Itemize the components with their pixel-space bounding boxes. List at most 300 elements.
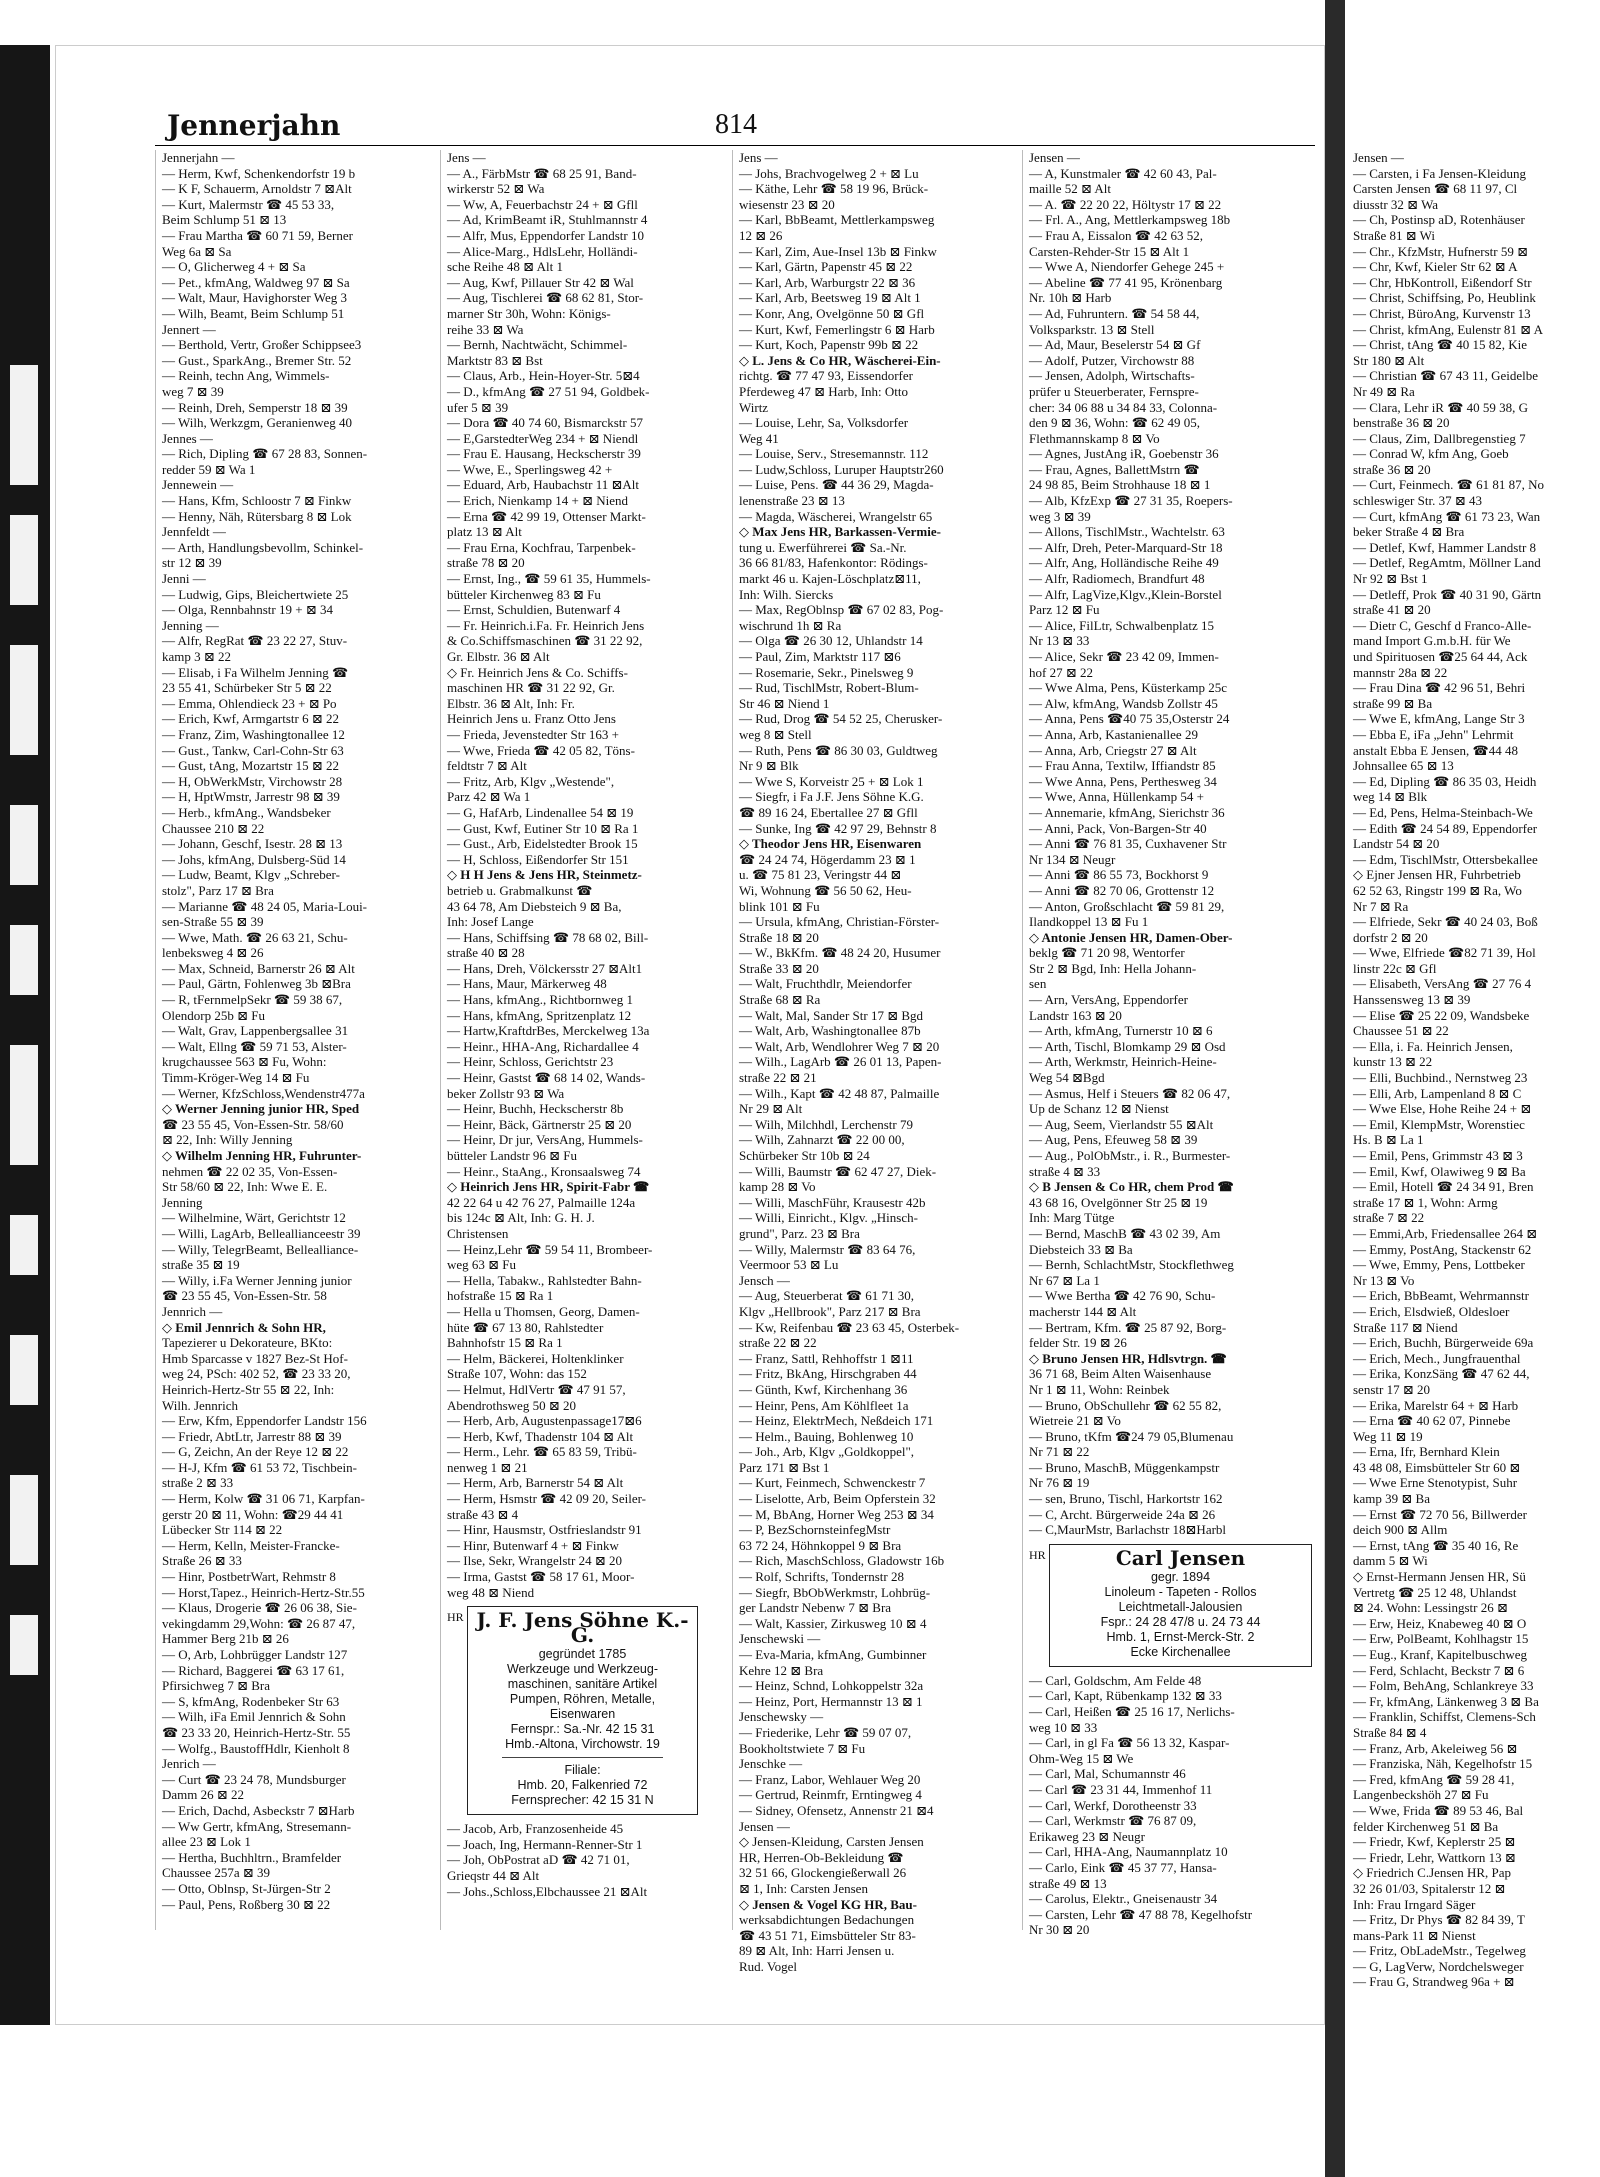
directory-entry: Nr 67 ⊠ La 1 <box>1029 1272 1100 1288</box>
directory-entry: ☎ 24 24 74, Högerdamm 23 ⊠ 1 <box>739 851 916 867</box>
advertisement-line: Pumpen, Röhren, Metalle, <box>509 1692 656 1707</box>
directory-entry: — Carl, Werkf, Dorotheenstr 33 <box>1029 1797 1197 1813</box>
directory-entry: — Emma, Ohlendieck 23 + ⊠ Po <box>162 695 337 711</box>
directory-entry: Marktstr 83 ⊠ Bst <box>447 352 543 368</box>
directory-entry: Rud. Vogel <box>739 1958 798 1974</box>
directory-entry: Inh: Frau Irngard Säger <box>1353 1896 1476 1912</box>
directory-entry: — H, HptWmstr, Jarrestr 98 ⊠ 39 <box>162 789 340 805</box>
directory-entry: — C,MaurMstr, Barlachstr 18⊠Harbl <box>1029 1522 1227 1538</box>
directory-entry: — Anna, Arb, Kastanienallee 29 <box>1029 726 1198 742</box>
directory-entry: — Irma, Gastst ☎ 58 17 61, Moor- <box>447 1569 635 1585</box>
directory-entry: kamp 28 ⊠ Vo <box>739 1179 816 1195</box>
directory-entry: — Arth, Handlungsbevollm, Schinkel- <box>162 539 364 555</box>
directory-entry: Nr 92 ⊠ Bst 1 <box>1353 571 1428 587</box>
advertisement-line: Fernsprecher: 42 15 31 N <box>511 1793 654 1808</box>
directory-entry: Wi, Wohnung ☎ 56 50 62, Heu- <box>739 882 912 898</box>
next-page-partial <box>1345 45 1600 2025</box>
directory-entry: — Edm, TischlMstr, Ottersbekallee <box>1353 851 1538 867</box>
directory-entry: — Heinr, Schloss, Gerichtstr 23 <box>447 1054 614 1070</box>
directory-entry: — C, Archt. Bürgerweide 24a ⊠ 26 <box>1029 1506 1216 1522</box>
directory-entry: ◇ Antonie Jensen HR, Damen-Ober- <box>1029 929 1233 945</box>
directory-entry: — Ferd, Schlacht, Beckstr 7 ⊠ 6 <box>1353 1662 1525 1678</box>
directory-entry: Nr 1 ⊠ 11, Wohn: Reinbek <box>1029 1381 1170 1397</box>
directory-entry: — Ad, Maur, Beselerstr 54 ⊠ Gf <box>1029 337 1201 353</box>
directory-entry: Inh: Wilh. Siercks <box>739 586 834 602</box>
directory-entry: — Emil, Hotell ☎ 24 34 91, Bren <box>1353 1179 1534 1195</box>
directory-entry: ◇ Werner Jenning junior HR, Sped <box>162 1101 360 1117</box>
directory-entry: — P, BezSchornsteinfegMstr <box>739 1522 891 1538</box>
directory-entry: — Franz, Sattl, Rehhoffstr 1 ⊠11 <box>739 1350 914 1366</box>
directory-entry: Jennrich — <box>162 1303 223 1319</box>
directory-entry: Klgv „Hellbrook", Parz 217 ⊠ Bra <box>739 1303 921 1319</box>
directory-entry: — Helm., Bauing, Bohlenweg 10 <box>739 1428 914 1444</box>
directory-entry: Straße 81 ⊠ Wi <box>1353 227 1435 243</box>
directory-entry: — Ad, KrimBeamt iR, Stuhlmannstr 4 <box>447 212 648 228</box>
directory-entry: — A. ☎ 22 20 22, Höltystr 17 ⊠ 22 <box>1029 196 1222 212</box>
directory-entry: straße 78 ⊠ 20 <box>447 555 525 571</box>
directory-entry: — Frau Martha ☎ 60 71 59, Berner <box>162 227 353 243</box>
directory-entry: — G, LagVerw, Nordchelsweger <box>1353 1958 1524 1974</box>
directory-entry: — Willy, Malermstr ☎ 83 64 76, <box>739 1241 916 1257</box>
directory-entry: — Ad, Fuhruntern. ☎ 54 58 44, <box>1029 305 1200 321</box>
directory-entry: — Carl, Heißen ☎ 25 16 17, Nerlichs- <box>1029 1704 1235 1720</box>
directory-entry: — H, ObWerkMstr, Virchowstr 28 <box>162 773 343 789</box>
directory-entry: nehmen ☎ 22 02 35, Von-Essen- <box>162 1163 338 1179</box>
directory-entry: Up de Schanz 12 ⊠ Nienst <box>1029 1101 1169 1117</box>
directory-entry: — Anni ☎ 86 55 73, Bockhorst 9 <box>1029 867 1209 883</box>
directory-entry: — Horst,Tapez., Heinrich-Hertz-Str.55 <box>162 1584 365 1600</box>
directory-entry: — Paul, Zim, Marktstr 117 ⊠6 <box>739 649 901 664</box>
directory-entry: — Arn, VersAng, Eppendorfer <box>1029 992 1188 1008</box>
directory-entry: beklg ☎ 71 20 98, Wentorfer <box>1029 945 1185 961</box>
directory-entry: mans-Park 11 ⊠ Nienst <box>1353 1927 1476 1943</box>
page-gutter <box>1325 0 1345 2177</box>
directory-entry: — K F, Schauerm, Arnoldstr 7 ⊠Alt <box>162 181 352 197</box>
directory-entry: — Gust, tAng, Mozartstr 15 ⊠ 22 <box>162 758 339 774</box>
directory-entry: — Wwe, Elfriede ☎82 71 39, Hol <box>1353 945 1536 961</box>
directory-entry: — Wilh., Kapt ☎ 42 48 87, Palmaille <box>739 1085 940 1101</box>
directory-entry: — Karl, BbBeamt, Mettlerkampsweg <box>739 212 935 228</box>
directory-entry: Pfirsichweg 7 ⊠ Bra <box>162 1678 271 1694</box>
directory-entry: — Friedr, Kwf, Keplerstr 25 ⊠ <box>1353 1834 1516 1850</box>
directory-entry: — Wwe E, kfmAng, Lange Str 3 <box>1353 711 1525 727</box>
directory-entry: — Wwe Else, Hohe Reihe 24 + ⊠ <box>1353 1101 1532 1117</box>
directory-entry: — Erich, Elsdwieß, Oldesloer <box>1353 1303 1510 1319</box>
directory-entry: — Emil, Pens, Grimmstr 43 ⊠ 3 <box>1353 1148 1523 1163</box>
directory-entry: — Reinh, techn Ang, Wimmels- <box>162 368 330 384</box>
directory-entry: — Frau Erna, Kochfrau, Tarpenbek- <box>447 539 636 555</box>
directory-entry: sen-Straße 55 ⊠ 39 <box>162 914 264 930</box>
directory-entry: — Ww, A, Feuerbachstr 24 + ⊠ Gfll <box>447 196 638 212</box>
directory-entry: — Franklin, Schiffst, Clemens-Sch <box>1353 1709 1536 1725</box>
directory-entry: — Wwe Anna, Pens, Perthesweg 34 <box>1029 773 1217 789</box>
directory-entry: — Erna ☎ 40 62 07, Pinnebe <box>1353 1413 1511 1429</box>
directory-entry: — Ruth, Pens ☎ 86 30 03, Guldtweg <box>739 742 938 758</box>
directory-entry: — Wwe, Emmy, Pens, Lottbeker <box>1353 1257 1525 1273</box>
directory-entry: — Rich, Dipling ☎ 67 28 83, Sonnen- <box>162 446 368 462</box>
directory-entry: senstr 17 ⊠ 20 <box>1353 1381 1430 1397</box>
advertisement-line: Leichtmetall-Jalousien <box>1118 1599 1243 1614</box>
directory-entry: maille 52 ⊠ Alt <box>1029 181 1112 197</box>
directory-entry: Straße 68 ⊠ Ra <box>739 992 821 1008</box>
directory-entry: — Erna ☎ 42 99 19, Ottenser Markt- <box>447 508 646 524</box>
directory-entry: — Konr, Ang, Ovelgönne 50 ⊠ Gfl <box>739 305 925 321</box>
directory-entry: weg 24, PSch: 402 52, ☎ 23 33 20, <box>162 1366 351 1382</box>
directory-entry: — Helm, Bäckerei, Holtenklinker <box>447 1350 624 1366</box>
directory-entry: — Aug, Seem, Vierlandstr 55 ⊠Alt <box>1029 1116 1214 1132</box>
directory-entry: Straße 33 ⊠ 20 <box>739 960 819 976</box>
directory-entry: gerstr 20 ⊠ 11, Wohn: ☎29 44 41 <box>162 1506 344 1522</box>
directory-entry: — Heinr, Pens, Am Köhlfleet 1a <box>739 1397 909 1413</box>
directory-entry: — Franziska, Näh, Kegelhofstr 15 <box>1353 1756 1533 1772</box>
hr-register-label: HR <box>1029 1547 1046 1562</box>
directory-entry: Ilandkoppel 13 ⊠ Fu 1 <box>1029 914 1149 930</box>
directory-entry: — Ernst, tAng ☎ 35 40 16, Re <box>1353 1537 1519 1553</box>
directory-entry: hüte ☎ 67 13 80, Rahlstedter <box>447 1319 604 1335</box>
directory-entry: grund", Parz. 23 ⊠ Bra <box>739 1225 860 1241</box>
advertisement-title: Carl Jensen <box>1115 1545 1246 1570</box>
directory-entry: — Paul, Pens, Roßberg 30 ⊠ 22 <box>162 1896 331 1912</box>
directory-entry: — Gust, Kwf, Eutiner Str 10 ⊠ Ra 1 <box>447 820 639 836</box>
directory-entry: weg 3 ⊠ 39 <box>1029 508 1091 524</box>
directory-entry: — Fritz, Dr Phys ☎ 82 84 39, T <box>1353 1912 1525 1928</box>
directory-entry: hof 27 ⊠ 22 <box>1029 664 1093 680</box>
directory-entry: — Arth, Werkmstr, Heinrich-Heine- <box>1029 1054 1217 1070</box>
directory-entry: — Max, Schneid, Barnerstr 26 ⊠ Alt <box>162 960 355 976</box>
directory-entry: — M, BbAng, Horner Weg 253 ⊠ 34 <box>739 1506 934 1522</box>
directory-entry: — Willy, TelegrBeamt, Bellealliance- <box>162 1241 359 1257</box>
directory-entry: Weg 11 ⊠ 19 <box>1353 1428 1423 1444</box>
directory-entry: — Claus, Zim, Dallbregenstieg 7 <box>1353 430 1526 446</box>
directory-entry: — H-J, Kfm ☎ 61 53 72, Tischbein- <box>162 1459 357 1475</box>
directory-entry: — Rich, MaschSchloss, Gladowstr 16b <box>739 1553 945 1569</box>
directory-entry: — Olga, Rennbahnstr 19 + ⊠ 34 <box>162 602 333 618</box>
directory-entry: ◇ Friedrich C.Jensen HR, Pap <box>1353 1865 1512 1881</box>
directory-entry: — Anni, Pack, Von-Bargen-Str 40 <box>1029 820 1207 836</box>
directory-entry: — Erw, PolBeamt, Kohlhagstr 15 <box>1353 1631 1529 1647</box>
directory-entry: Erikaweg 23 ⊠ Neugr <box>1029 1828 1145 1844</box>
directory-entry: Chaussee 257a ⊠ 39 <box>162 1865 271 1881</box>
directory-entry: Langenbeckshöh 27 ⊠ Fu <box>1353 1787 1489 1803</box>
directory-entry: — Magda, Wäscherei, Wrangelstr 65 <box>739 508 933 524</box>
book-spine <box>0 45 50 2025</box>
advertisement-branch-title: Filiale: <box>564 1763 601 1778</box>
directory-entry: — Werner, KfzSchloss,Wendenstr477a <box>162 1085 365 1101</box>
directory-entry: Christensen <box>447 1225 509 1241</box>
directory-entry: 43 68 16, Ovelgönner Str 25 ⊠ 19 <box>1029 1194 1208 1210</box>
directory-entry: — Chr., KfzMstr, Hufnerstr 59 ⊠ <box>1353 243 1529 259</box>
directory-entry: — Fr, kfmAng, Länkenweg 3 ⊠ Ba <box>1353 1693 1539 1709</box>
directory-entry: — Annemarie, kfmAng, Sierichstr 36 <box>1029 804 1225 820</box>
directory-entry: — Bruno, MaschB, Müggenkampstr <box>1029 1459 1220 1475</box>
directory-entry: — Willi, MaschFühr, Krausestr 42b <box>739 1194 926 1210</box>
directory-entry: straße 41 ⊠ 20 <box>1353 602 1431 618</box>
directory-entry: Nr 29 ⊠ Alt <box>739 1101 803 1117</box>
directory-entry: — Edith ☎ 24 54 89, Eppendorfer <box>1353 820 1538 836</box>
directory-entry: ◇ Ernst-Hermann Jensen HR, Sü <box>1353 1569 1526 1585</box>
advertisement-line: Werkzeuge und Werkzeug- <box>506 1662 658 1677</box>
directory-entry: — Käthe, Lehr ☎ 58 19 96, Brück- <box>739 181 929 197</box>
directory-entry: — Walt, Mal, Sander Str 17 ⊠ Bgd <box>739 1007 924 1023</box>
directory-entry: — Dora ☎ 40 74 60, Bismarckstr 57 <box>447 415 644 431</box>
directory-entry: Straße 117 ⊠ Niend <box>1353 1319 1458 1335</box>
directory-entry: — Carl, Kapt, Rübenkamp 132 ⊠ 33 <box>1029 1688 1222 1704</box>
directory-entry: — Christ, BüroAng, Kurvenstr 13 <box>1353 305 1531 321</box>
directory-entry: — Fritz, Arb, Klgv „Westende", <box>447 773 615 789</box>
directory-entry: Nr 134 ⊠ Neugr <box>1029 851 1116 867</box>
directory-entry: kamp 39 ⊠ Ba <box>1353 1491 1430 1507</box>
directory-entry: — Louise, Lehr, Sa, Volksdorfer <box>739 415 909 431</box>
directory-entry: — Wilh, Milchhdl, Lerchenstr 79 <box>739 1116 913 1132</box>
directory-entry: straße 36 ⊠ 20 <box>1353 461 1431 477</box>
directory-entry: — Hinr, Butenwarf 4 + ⊠ Finkw <box>447 1537 619 1553</box>
directory-entry: — Franz, Labor, Wehlauer Weg 20 <box>739 1771 921 1787</box>
directory-entry: — Heinr., HHA-Ang, Richardallee 4 <box>447 1038 639 1054</box>
directory-entry: — Ww Gertr, kfmAng, Stresemann- <box>162 1818 352 1834</box>
directory-entry: benstraße 36 ⊠ 20 <box>1353 415 1450 431</box>
column-4 <box>1022 150 1322 1938</box>
directory-entry: Nr 9 ⊠ Blk <box>739 758 799 774</box>
directory-entry: — Joach, Ing, Hermann-Renner-Str 1 <box>447 1836 643 1852</box>
directory-entry: straße 43 ⊠ 4 <box>447 1506 519 1522</box>
advertisement-line: Ecke Kirchenallee <box>1130 1644 1231 1659</box>
advertisement-box <box>467 1606 698 1815</box>
directory-entry: — Ella, i. Fa. Heinrich Jensen, <box>1353 1038 1513 1054</box>
directory-entry: — Alice, FilLtr, Schwalbenplatz 15 <box>1029 617 1215 633</box>
directory-entry: maschinen HR ☎ 31 22 92, Gr. <box>447 680 615 696</box>
directory-entry: lenenstraße 23 ⊠ 13 <box>739 493 845 509</box>
directory-entry: — Walt, Maur, Havighorster Weg 3 <box>162 290 348 306</box>
directory-entry: Diebsteich 33 ⊠ Ba <box>1029 1241 1133 1257</box>
directory-entry: — Bertram, Kfm. ☎ 25 87 92, Borg- <box>1029 1319 1227 1335</box>
directory-entry: Jensch — <box>739 1272 790 1288</box>
directory-entry: — Agnes, JustAng iR, Goebenstr 36 <box>1029 446 1219 462</box>
directory-entry: Hmb Sparcasse v 1827 Bez-St Hof- <box>162 1350 348 1366</box>
directory-entry: — H, Schloss, Eißendorfer Str 151 <box>447 851 629 867</box>
directory-entry: Jensen — <box>1353 150 1404 165</box>
directory-entry: — Erw, Kfm, Eppendorfer Landstr 156 <box>162 1413 367 1429</box>
directory-entry: 89 ⊠ Alt, Inh: Harri Jensen u. <box>739 1943 895 1959</box>
directory-entry: Jens — <box>447 150 486 165</box>
directory-entry: — O, Glicherweg 4 + ⊠ Sa <box>162 259 306 275</box>
directory-entry: — Hans, kfmAng, Spritzenplatz 12 <box>447 1007 632 1023</box>
directory-entry: — Frau Anna, Textilw, Iffiandstr 85 <box>1029 758 1216 774</box>
directory-entry: — Liselotte, Arb, Beim Opferstein 32 <box>739 1491 936 1507</box>
directory-entry: Olendorp 25b ⊠ Fu <box>162 1007 265 1023</box>
directory-entry: — Allons, TischlMstr., Wachtelstr. 63 <box>1029 524 1225 540</box>
directory-entry: — Ernst ☎ 72 70 56, Billwerder <box>1353 1506 1527 1522</box>
directory-entry: 32 26 01/03, Spitalerstr 12 ⊠ <box>1353 1880 1506 1896</box>
directory-entry: — Kurt, Malermstr ☎ 45 53 33, <box>162 196 335 212</box>
directory-entry: ◇ L. Jens & Co HR, Wäscherei-Ein- <box>739 352 941 368</box>
directory-entry: straße 49 ⊠ 13 <box>1029 1875 1107 1891</box>
directory-entry: Jenning — <box>162 617 219 633</box>
directory-entry: — Aug, Tischlerei ☎ 68 62 81, Stor- <box>447 290 644 306</box>
directory-entry: Chaussee 51 ⊠ 22 <box>1353 1023 1449 1039</box>
directory-entry: Flethmannskamp 8 ⊠ Vo <box>1029 430 1160 446</box>
directory-entry: — Hans, kfmAng., Richtbornweg 1 <box>447 992 633 1008</box>
directory-entry: tung u. Ewerführerei ☎ Sa.-Nr. <box>739 539 907 555</box>
directory-entry: Wietreie 21 ⊠ Vo <box>1029 1413 1121 1429</box>
directory-entry: — Wwe, Math. ☎ 26 63 21, Schu- <box>162 929 348 945</box>
directory-entry: straße 35 ⊠ 19 <box>162 1257 240 1273</box>
directory-entry: & Co.Schiffsmaschinen ☎ 31 22 92, <box>447 633 643 649</box>
directory-entry: felder Str. 19 ⊠ 26 <box>1029 1335 1127 1351</box>
directory-entry: Chaussee 210 ⊠ 22 <box>162 820 265 836</box>
directory-entry: — Hans, Kfm, Schloostr 7 ⊠ Finkw <box>162 493 352 509</box>
directory-entry: — Anton, Großschlacht ☎ 59 81 29, <box>1029 898 1225 914</box>
directory-entry: ◇ B Jensen & Co HR, chem Prod ☎ <box>1029 1179 1234 1195</box>
directory-entry: — Herm, Kwf, Schenkendorfstr 19 b <box>162 165 356 181</box>
directory-entry: — Elli, Arb, Lampenland 8 ⊠ C <box>1353 1085 1522 1101</box>
directory-entry: — Ebba E, iFa „Jehn" Lehrmit <box>1353 726 1514 742</box>
directory-entry: — Fred, kfmAng ☎ 59 28 41, <box>1353 1771 1515 1787</box>
directory-entry: ◇ Jensen-Kleidung, Carsten Jensen <box>739 1834 924 1850</box>
next-page-column <box>1353 150 1598 1990</box>
directory-entry: macherstr 144 ⊠ Alt <box>1029 1303 1137 1319</box>
directory-entry: — Curt, Feinmech. ☎ 61 81 87, No <box>1353 477 1544 493</box>
directory-entry: — Otto, Oblnsp, St-Jürgen-Str 2 <box>162 1880 331 1896</box>
directory-entry: Schürbeker Str 10b ⊠ 24 <box>739 1148 870 1163</box>
directory-entry: — Herb, Arb, Augustenpassage17⊠6 <box>447 1413 642 1429</box>
directory-entry: — Heinz, Schnd, Lohkoppelstr 32a <box>739 1678 924 1694</box>
directory-entry: — Fritz, ObLadeMstr., Tegelweg <box>1353 1943 1526 1959</box>
directory-entry: — Pet., kfmAng, Waldweg 97 ⊠ Sa <box>162 274 350 290</box>
directory-entry: stolz", Parz 17 ⊠ Bra <box>162 882 274 898</box>
directory-entry: und Spirituosen ☎25 64 44, Ack <box>1353 649 1528 664</box>
directory-entry: — Emmi,Arb, Friedensallee 264 ⊠ <box>1353 1225 1538 1241</box>
directory-entry: Jenschewsky — <box>739 1709 824 1725</box>
directory-entry: Nr 13 ⊠ Vo <box>1353 1272 1415 1288</box>
directory-entry: — Klaus, Drogerie ☎ 26 06 38, Sie- <box>162 1600 357 1616</box>
directory-entry: Jenschke — <box>739 1756 803 1772</box>
directory-entry: — Emmy, PostAng, Stackenstr 62 <box>1353 1241 1532 1257</box>
directory-entry: linstr 22c ⊠ Gfl <box>1353 960 1437 976</box>
directory-entry: — Johann, Geschf, Isestr. 28 ⊠ 13 <box>162 836 343 852</box>
directory-entry: — Walt, Grav, Lappenbergsallee 31 <box>162 1023 349 1039</box>
directory-entry: — Ludwig, Gips, Bleichertwiete 25 <box>162 586 349 602</box>
directory-entry: Nr 49 ⊠ Ra <box>1353 383 1415 399</box>
running-head: Jennerjahn <box>167 109 341 142</box>
directory-entry: — Carlo, Eink ☎ 45 37 77, Hansa- <box>1029 1859 1217 1875</box>
directory-entry: — Bernd, MaschB ☎ 43 02 39, Am <box>1029 1225 1221 1241</box>
directory-entry: — Hans, Maur, Märkerweg 48 <box>447 976 607 992</box>
directory-entry: — Emil, Kwf, Olawiweg 9 ⊠ Ba <box>1353 1163 1526 1179</box>
directory-entry: weg 14 ⊠ Blk <box>1353 789 1428 805</box>
directory-entry: mand Import G.m.b.H. für We <box>1353 633 1511 649</box>
directory-entry: Ohm-Weg 15 ⊠ We <box>1029 1750 1134 1766</box>
directory-entry: wischrund 1h ⊠ Ra <box>739 617 842 633</box>
directory-entry: — Eva-Maria, kfmAng, Gumbinner <box>739 1647 927 1662</box>
directory-entry: — Curt ☎ 23 24 78, Mundsburger <box>162 1771 346 1787</box>
directory-entry: — Carl ☎ 23 31 44, Immenhof 11 <box>1029 1782 1213 1797</box>
directory-entry: — Conrad W, kfm Ang, Goeb <box>1353 446 1509 462</box>
directory-entry: — Ch, Postinsp aD, Rotenhäuser <box>1353 212 1525 228</box>
directory-entry: platz 13 ⊠ Alt <box>447 524 522 540</box>
directory-entry: kunstr 13 ⊠ 22 <box>1353 1054 1433 1070</box>
directory-entry: — Gust., Tankw, Carl-Cohn-Str 63 <box>162 742 344 758</box>
directory-entry: — W., BkKfm. ☎ 48 24 20, Husumer <box>739 945 941 961</box>
directory-entry: straße 7 ⊠ 22 <box>1353 1210 1425 1226</box>
column-3 <box>732 150 1000 1974</box>
directory-entry: Hammer Berg 21b ⊠ 26 <box>162 1631 289 1647</box>
directory-entry: beker Zollstr 93 ⊠ Wa <box>447 1085 565 1101</box>
directory-entry: marner Str 30h, Wohn: Königs- <box>447 305 611 321</box>
directory-entry: blink 101 ⊠ Fu <box>739 898 820 914</box>
directory-entry: redder 59 ⊠ Wa 1 <box>162 461 256 477</box>
directory-entry: — Carsten, i Fa Jensen-Kleidung <box>1353 165 1526 181</box>
directory-entry: Jenschewski — <box>739 1631 821 1647</box>
directory-entry: — Carl, HHA-Ang, Naumannplatz 10 <box>1029 1844 1228 1860</box>
directory-entry: — Alfr, LagVize,Klgv.,Klein-Borstel <box>1029 586 1222 602</box>
directory-entry: — Franz, Zim, Washingtonallee 12 <box>162 726 345 742</box>
directory-entry: weg 63 ⊠ Fu <box>447 1257 517 1273</box>
directory-entry: — Anna, Pens ☎40 75 35,Osterstr 24 <box>1029 711 1230 727</box>
directory-entry: — Bruno, tKfm ☎24 79 05,Blumenau <box>1029 1428 1234 1444</box>
directory-entry: Jennerjahn — <box>162 150 235 165</box>
directory-entry: — Anni ☎ 76 81 35, Cuxhavener Str <box>1029 836 1227 852</box>
directory-entry: Weg 54 ⊠Bgd <box>1029 1070 1105 1086</box>
directory-entry: — Elfriede, Sekr ☎ 40 24 03, Boß <box>1353 914 1538 930</box>
directory-entry: — Luise, Pens. ☎ 44 36 29, Magda- <box>739 477 934 493</box>
directory-entry: — Alfr, RegRat ☎ 23 22 27, Stuv- <box>162 633 348 649</box>
directory-entry: — Folm, BehAng, Schlankreye 33 <box>1353 1678 1534 1694</box>
directory-entry: Inh: Josef Lange <box>447 914 534 930</box>
directory-entry: — Rolf, Schrifts, Tondernstr 28 <box>739 1569 904 1585</box>
directory-entry: — sen, Bruno, Tischl, Harkortstr 162 <box>1029 1491 1223 1507</box>
directory-entry: ⊠ 1, Inh: Carsten Jensen <box>739 1880 868 1896</box>
directory-entry: — Wwe, Frieda ☎ 42 05 82, Töns- <box>447 742 635 758</box>
advertisement-line: Eisenwaren <box>549 1707 616 1722</box>
advertisement-line: gegr. 1894 <box>1150 1569 1211 1584</box>
directory-entry: — Joh., Arb, Klgv „Goldkoppel", <box>739 1444 915 1460</box>
directory-entry: — G, HafArb, Lindenallee 54 ⊠ 19 <box>447 804 634 820</box>
directory-entry: — Hella u Thomsen, Georg, Damen- <box>447 1303 640 1319</box>
directory-entry: — Frau Dina ☎ 42 96 51, Behri <box>1353 680 1526 696</box>
directory-entry: — G, Zeichn, An der Reye 12 ⊠ 22 <box>162 1444 349 1460</box>
directory-entry: — Kurt, Kwf, Femerlingstr 6 ⊠ Harb <box>739 321 935 337</box>
directory-entry: prüfer u Steuerberater, Fernspre- <box>1029 383 1199 399</box>
directory-entry: — Ludw,Schloss, Luruper Hauptstr260 <box>739 461 944 477</box>
directory-entry: — Johs.,Schloss,Elbchaussee 21 ⊠Alt <box>447 1883 648 1899</box>
directory-entry: — Jensen, Adolph, Wirtschafts- <box>1029 368 1195 384</box>
directory-entry: — Chr, Kwf, Kieler Str 62 ⊠ A <box>1353 259 1518 275</box>
directory-entry: — Wwe A, Niendorfer Gehege 245 + <box>1029 259 1225 275</box>
directory-entry: Straße 107, Wohn: das 152 <box>447 1366 587 1382</box>
directory-entry: — Henny, Näh, Rütersbarg 8 ⊠ Lok <box>162 508 352 524</box>
directory-entry: Weg 41 <box>739 430 779 446</box>
directory-entry: 32 51 66, Glockengießerwall 26 <box>739 1865 907 1881</box>
directory-entry: Parz 12 ⊠ Fu <box>1029 602 1100 618</box>
directory-entry: — Wolfg., BaustoffHdlr, Kienholt 8 <box>162 1740 350 1756</box>
directory-entry: ◇ Emil Jennrich & Sohn HR, <box>162 1319 326 1335</box>
directory-entry: ◇ Heinrich Jens HR, Spirit-Fabr ☎ <box>447 1179 650 1195</box>
directory-entry: lenbeksweg 4 ⊠ 26 <box>162 945 264 961</box>
directory-entry: markt 46 u. Kajen-Löschplatz⊠11, <box>739 571 921 587</box>
advertisement-wrapper <box>1029 1544 1322 1667</box>
directory-entry: — Wilh, Beamt, Beim Schlump 51 <box>162 305 345 321</box>
advertisement-line: Hmb. 20, Falkenried 72 <box>517 1778 648 1793</box>
directory-entry: Vertretg ☎ 25 12 48, Uhlandst <box>1353 1584 1517 1600</box>
directory-entry: — Sunke, Ing ☎ 42 97 29, Behnstr 8 <box>739 820 937 836</box>
directory-entry: ⊠ 24. Wohn: Lessingstr 26 ⊠ <box>1353 1600 1508 1616</box>
directory-entry: str 12 ⊠ 39 <box>162 555 222 571</box>
directory-entry: Beim Schlump 51 ⊠ 13 <box>162 212 287 228</box>
directory-entry: Nr. 10h ⊠ Harb <box>1029 290 1112 306</box>
directory-entry: kamp 3 ⊠ 22 <box>162 649 232 664</box>
advertisement-title: J. F. Jens Söhne K.-G. <box>476 1608 689 1648</box>
directory-entry: — Richard, Baggerei ☎ 63 17 61, <box>162 1662 345 1678</box>
